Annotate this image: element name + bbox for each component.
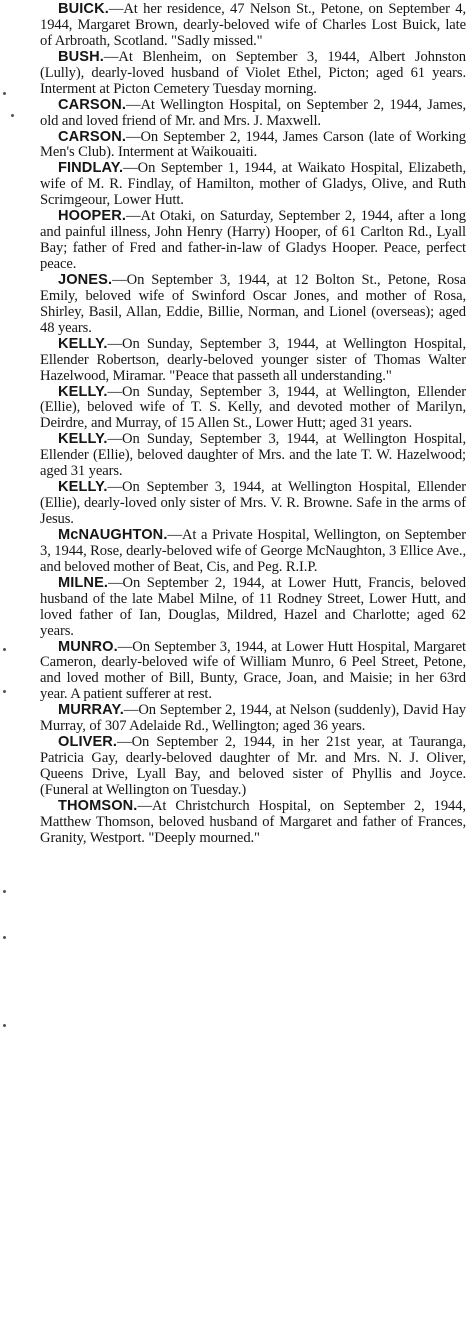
- notice-surname: KELLY.: [58, 479, 108, 496]
- notice-munro: [40, 640, 466, 704]
- notice-kelly-3: [40, 432, 466, 480]
- notice-surname: OLIVER.: [58, 734, 118, 751]
- notice-carson-2: [40, 130, 466, 162]
- notice-surname: KELLY.: [58, 383, 108, 400]
- notice-surname: FINDLAY.: [58, 160, 124, 177]
- notice-text: —On September 3, 1944, at 12 Bolton St., Petone, Rosa Emily, beloved wife of Swinford Oscar Jones, and mother of Rosa, Shirley, Basil, Allan, Eddie, Billie, Norman, and Lionel (overseas); aged 48 years.: [40, 271, 466, 336]
- notice-text: —On September 2, 1944, James Carson (late of Working Men's Club). Interment at Waikouaiti.: [40, 128, 466, 161]
- print-speck: [3, 690, 6, 693]
- notice-milne: [40, 576, 466, 640]
- notice-text: —On September 1, 1944, at Waikato Hospital, Elizabeth, wife of M. R. Findlay, of Hamilton, mother of Gladys, Olive, and Ruth Scrimgeour, Lower Hutt.: [40, 160, 466, 209]
- notice-text: —At Christchurch Hospital, on September 2, 1944, Matthew Thomson, beloved husband of Margaret and father of Frances, Granity, Westport. "Deeply mourned.": [40, 797, 466, 846]
- notice-text: —On September 2, 1944, at Lower Hutt, Francis, beloved husband of the late Mabel Milne, of 11 Rodney Street, Lower Hutt, and loved father of Ian, Douglas, Mildred, Hazel and Charlotte; aged 62 years.: [40, 574, 466, 639]
- print-speck: [3, 1024, 6, 1027]
- notice-mcnaughton: [40, 528, 466, 576]
- notice-surname: CARSON.: [58, 128, 126, 145]
- notice-carson-1: [40, 98, 466, 130]
- print-speck: [3, 92, 6, 95]
- notice-thomson: [40, 799, 466, 847]
- notice-kelly-4: [40, 480, 466, 528]
- notice-text: —At her residence, 47 Nelson St., Petone, on September 4, 1944, Margaret Brown, dearly-beloved wife of Charles Lost Buick, late of Arbroath, Scotland. "Sadly missed.": [40, 1, 466, 49]
- notice-buick: [40, 2, 466, 50]
- notice-text: —On Sunday, September 3, 1944, at Wellington Hospital, Ellender (Ellie), beloved daughter of Mrs. and the late T. W. Hazelwood; aged 31 years.: [40, 431, 466, 480]
- notice-hooper: [40, 209, 466, 273]
- notice-text: —At Otaki, on Saturday, September 2, 1944, after a long and painful illness, John Henry (Harry) Hooper, of 61 Carlton Rd., Lyall Bay; father of Fred and father-in-law of Gladys Hooper. Peace, perfect peace.: [40, 208, 466, 272]
- notice-surname: MILNE.: [58, 574, 109, 591]
- notice-surname: CARSON.: [58, 96, 126, 113]
- notice-text: —At Blenheim, on September 3, 1944, Albert Johnston (Lully), dearly-loved husband of Violet Ethel, Picton; aged 61 years. Interment at Picton Cemetery Tuesday morning.: [40, 48, 466, 97]
- notice-text: —On Sunday, September 3, 1944, at Wellington Hospital, Ellender Robertson, dearly-beloved younger sister of Thomas Walter Hazelwood, Miramar. "Peace that passeth all understanding.": [40, 335, 466, 384]
- notice-text: —On September 3, 1944, at Lower Hutt Hospital, Margaret Cameron, dearly-beloved wife of William Munro, 6 Peel Street, Petone, and loved mother of Bill, Bunty, Grace, Joan, and Maisie; in her 63rd year. A patient sufferer at rest.: [40, 638, 466, 703]
- notice-surname: McNAUGHTON.: [58, 526, 168, 543]
- notice-text: —At a Private Hospital, Wellington, on September 3, 1944, Rose, dearly-beloved wife of George McNaughton, 3 Ellice Ave., and beloved mother of Beat, Cis, and Peg. R.I.P.: [40, 526, 467, 575]
- notice-oliver: [40, 735, 466, 799]
- print-speck: [3, 648, 6, 651]
- print-speck: [11, 114, 14, 117]
- notice-kelly-1: [40, 337, 466, 385]
- notice-text: —On September 2, 1944, at Nelson (suddenly), David Hay Murray, of 307 Adelaide Rd., Wellington; aged 36 years.: [40, 702, 466, 735]
- notice-text: —On September 2, 1944, in her 21st year, at Tauranga, Patricia Gay, dearly-beloved daughter of Mr. and Mrs. N. J. Oliver, Queens Drive, Lyall Bay, and beloved sister of Phyllis and Joyce. (Funeral at Wellington on Tuesday.): [40, 734, 466, 798]
- notice-surname: KELLY.: [58, 335, 108, 352]
- death-notices-column: [40, 2, 466, 847]
- notice-surname: BUSH.: [58, 48, 104, 65]
- notice-surname: JONES.: [58, 271, 113, 288]
- notice-surname: MUNRO.: [58, 638, 118, 655]
- print-speck: [3, 936, 6, 939]
- print-speck: [3, 890, 6, 893]
- notice-surname: KELLY.: [58, 431, 108, 448]
- notice-jones: [40, 273, 466, 337]
- notice-surname: MURRAY.: [58, 702, 124, 719]
- notice-surname: THOMSON.: [58, 797, 138, 814]
- notice-surname: HOOPER.: [58, 208, 127, 225]
- notice-findlay: [40, 161, 466, 209]
- notice-text: —On Sunday, September 3, 1944, at Wellington, Ellender (Ellie), beloved wife of T. S. Kelly, and devoted mother of Marilyn, Deirdre, and Murray, of 15 Allen St., Lower Hutt; aged 31 years.: [40, 383, 466, 432]
- notice-bush: [40, 50, 466, 98]
- notice-surname: BUICK.: [58, 1, 109, 17]
- notice-murray: [40, 703, 466, 735]
- notice-text: —On September 3, 1944, at Wellington Hospital, Ellender (Ellie), dearly-loved only sister of Mrs. V. R. Browne. Safe in the arms of Jesus.: [40, 479, 466, 527]
- notice-kelly-2: [40, 385, 466, 433]
- notice-text: —At Wellington Hospital, on September 2, 1944, James, old and loved friend of Mr. and Mrs. J. Maxwell.: [40, 96, 466, 129]
